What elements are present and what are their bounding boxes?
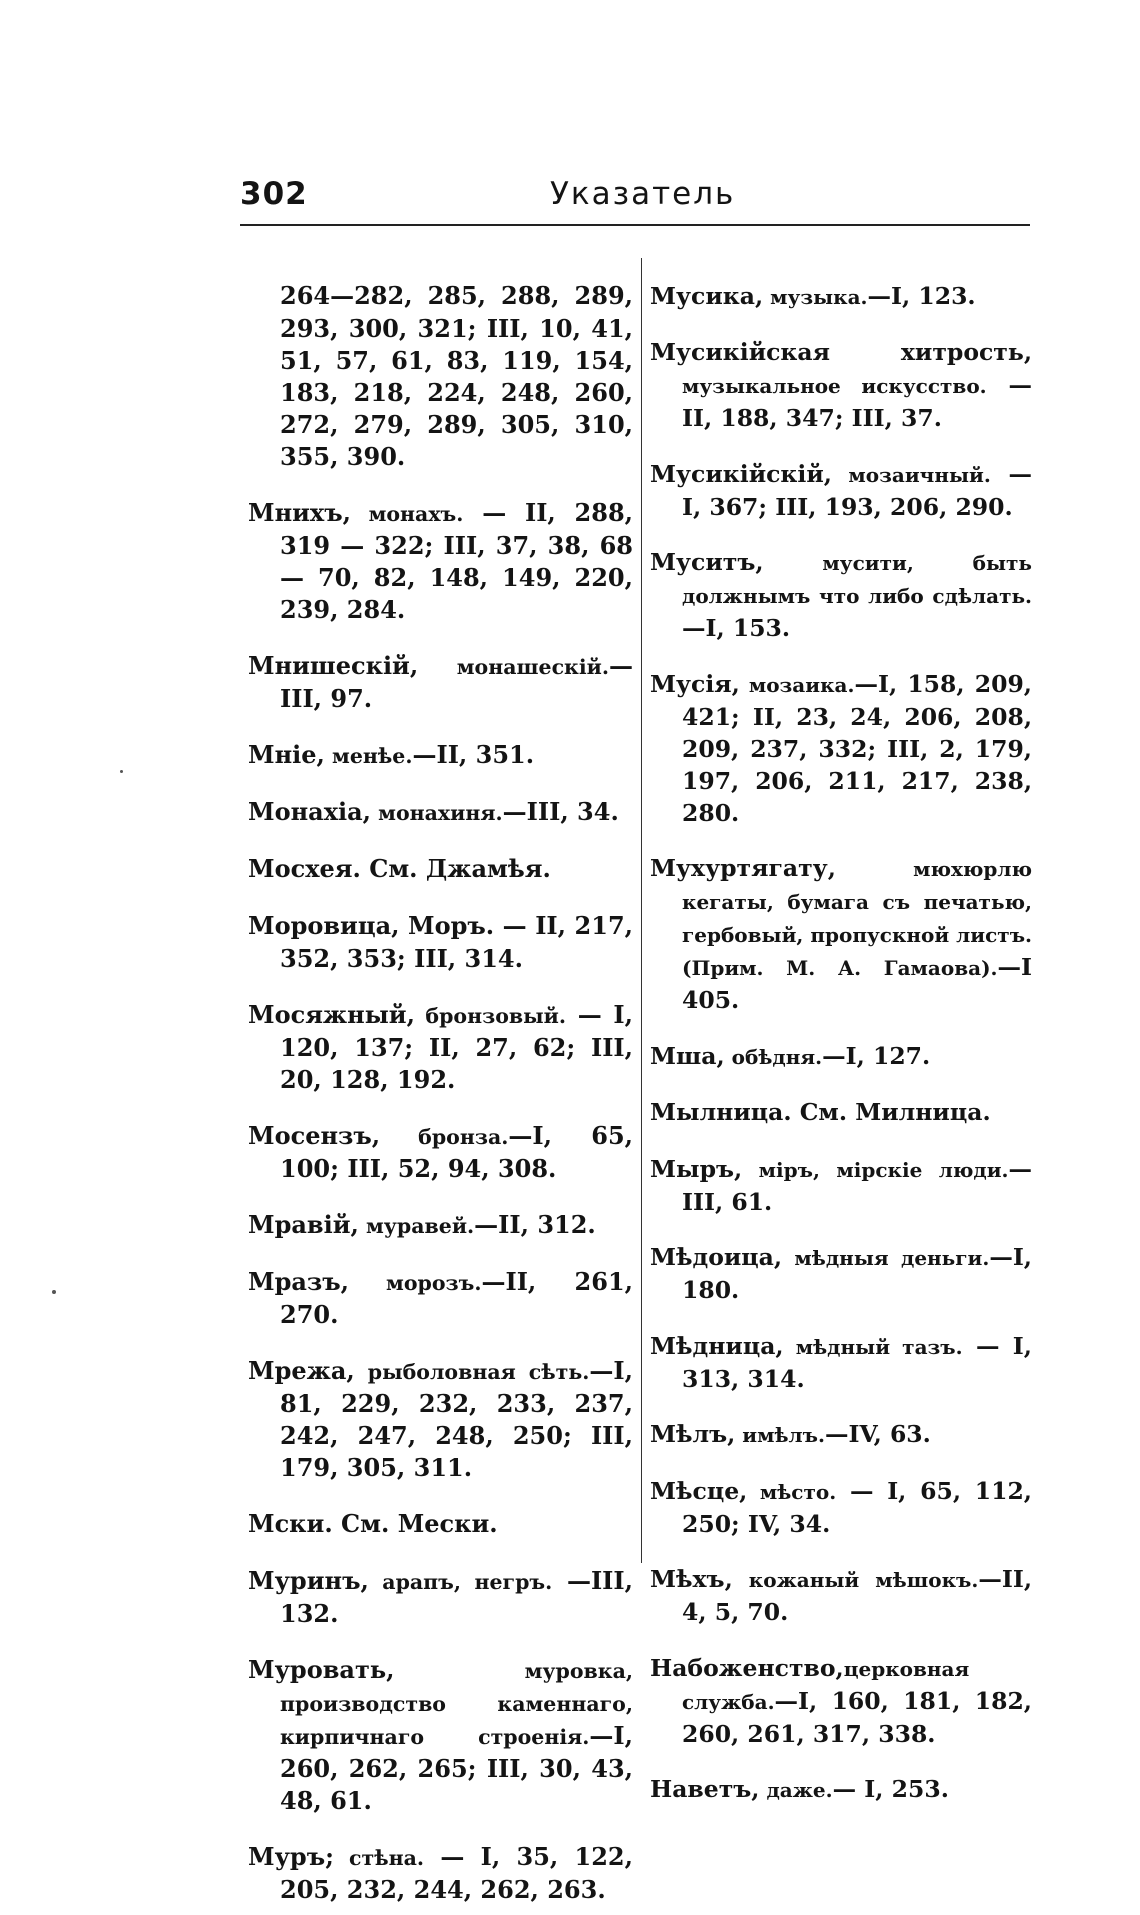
entry-references: —I, 123. [867,281,976,310]
entry-definition: бронзовый. [414,1004,567,1028]
entry-definition: мюхюрлю кегаты, бумага съ печатью, гербовый, пропускной листъ. (Прим. М. А. Гамаова). [682,857,1032,980]
entry-term: Моровица, [248,911,400,940]
entry-references: —III, 132. [280,1566,633,1628]
column-divider [641,258,642,1563]
entry-definition: рыболовная сѣть. [354,1360,590,1384]
entry-definition: кожаный мѣшокъ. [732,1568,979,1592]
index-entry [248,1266,633,1331]
index-entry [650,668,1032,829]
index-entry [248,739,633,772]
entry-references: —I, 81, 229, 232, 233, 237, 242, 247, 248, 250; III, 179, 305, 311. [280,1356,633,1482]
entry-definition: бронза. [380,1125,509,1149]
entry-references: — I, 313, 314. [682,1331,1032,1393]
entry-references: —I, 180. [682,1243,1032,1304]
entry-references: — I, 253. [832,1775,949,1803]
entry-references: 264—282, 285, 288, 289, 293, 300, 321; III, 10, 41, 51, 57, 61, 83, 119, 154, 183, 218, 224, 248, 260, 272, 279, 289, 305, 310, 355, 390. [280,281,633,471]
entry-term: Мѣхъ, [650,1565,733,1593]
entry-definition: муровка, производство каменнаго, кирпичнаго строенія. [280,1659,633,1749]
entry-term: Мразъ, [248,1267,349,1296]
index-entry [248,853,633,886]
entry-term: Мосхея. [248,854,361,883]
entry-references: См. Джамѣя. [360,854,551,883]
entry-definition: церковная служба. [682,1656,970,1714]
entry-term: Мылница. [650,1098,792,1126]
index-entry [650,1241,1032,1306]
entry-definition: мѣдный тазъ. [783,1334,963,1359]
entry-term: Мосяжный, [248,1000,415,1029]
entry-references: — I, 65, 112, 250; IV, 34. [682,1476,1032,1538]
entry-references: —IV, 63. [824,1420,931,1448]
index-entry [650,1563,1032,1628]
entry-definition: арапъ, негръ. [368,1570,553,1594]
entry-references: —I, 65, 100; III, 52, 94, 308. [280,1121,633,1183]
index-entry [650,1096,1032,1129]
entry-definition: обѣдня. [724,1044,823,1069]
index-entry [248,1654,633,1817]
page-header [240,176,1030,224]
entry-definition: монашескій. [418,655,609,679]
entry-term: Набоженство, [650,1653,844,1682]
entry-term: Мѣдница, [650,1331,784,1360]
index-entry [248,1508,633,1541]
entry-references: —II, 351. [412,740,535,769]
entry-term: Муринъ, [248,1566,369,1595]
entry-references: См. Милница. [791,1098,991,1126]
index-entry [248,1120,633,1185]
index-entry [248,1209,633,1242]
entry-references: —I 405. [682,953,1032,1014]
entry-definition: музыкальное искусство. [682,374,987,398]
entry-references: —III, 34. [502,797,619,826]
entry-definition: муравей. [358,1214,475,1238]
index-entry [248,497,633,626]
entry-definition: монахиня. [371,801,503,825]
entry-references: — III, 61. [682,1154,1032,1216]
entry-references: Моръ. — II, 217, 352, 353; III, 314. [280,911,633,973]
entry-references: — I, 35, 122, 205, 232, 244, 262, 263. [280,1842,633,1904]
entry-term: Мша, [650,1041,725,1070]
print-speck [52,1290,56,1294]
index-entry [650,336,1032,434]
entry-references: —III, 97. [280,651,633,713]
left-column [248,256,633,1915]
entry-references: —II, 312. [474,1210,596,1239]
entry-term: Мусія, [650,669,740,698]
index-entry [248,650,633,715]
entry-term: Мрежа, [248,1356,355,1385]
index-entry [650,1330,1032,1395]
entry-definition: мозаичный. [831,462,991,487]
entry-definition: стѣна. [333,1846,425,1870]
entry-definition: морозъ. [348,1271,482,1295]
entry-definition: мозаика. [739,672,855,697]
entry-definition: мусити, быть должнымъ что либо сдѣлать. [682,551,1032,608]
entry-term: Мѣлъ, [650,1420,736,1448]
index-entry [650,1475,1032,1540]
entry-definition: монахъ. [351,502,464,526]
entry-references: См. Мески. [332,1509,498,1538]
header-rule [240,224,1030,226]
entry-references: — II, 288, 319 — 322; III, 37, 38, 68 — 70, 82, 148, 149, 220, 239, 284. [280,498,633,624]
entry-term: Мусика, [650,281,764,310]
entry-term: Муръ; [248,1842,334,1871]
entry-references: —I, 158, 209, 421; II, 23, 24, 206, 208, 209, 237, 332; III, 2, 179, 197, 206, 211, 217, 238, 280. [682,669,1032,827]
entry-term: Мусикійскій, [650,459,832,488]
entry-references: —I, 153. [682,614,791,642]
entry-definition: музыка. [763,284,868,309]
entry-term: Мнишескій, [248,651,419,680]
entry-term: Муситъ, [650,548,764,576]
index-entry [248,910,633,975]
index-entry [650,280,1032,313]
page-title: Указатель [550,176,736,212]
page-number: 302 [240,176,308,212]
entry-term: Мніе, [248,740,325,769]
index-entry [248,999,633,1096]
index-entry [248,1841,633,1906]
entry-term: Мравій, [248,1210,359,1239]
entry-term: Мѣдоица, [650,1243,783,1271]
entry-references: — I, 120, 137; II, 27, 62; III, 20, 128, 192. [280,1000,634,1094]
entry-definition: даже. [759,1778,833,1802]
entry-term: Мосензъ, [248,1121,381,1150]
entry-term: Монахіа, [248,797,372,826]
index-entry [650,458,1032,523]
entry-definition: мѣсто. [747,1479,837,1504]
index-entry [248,280,633,473]
entry-references: — II, 188, 347; III, 37. [682,371,1032,432]
index-entry [650,852,1032,1016]
index-entry [650,546,1032,644]
index-entry [650,1652,1032,1750]
index-entry [650,1418,1032,1451]
index-entry [248,1355,633,1484]
print-speck [120,770,123,773]
entry-references: —II, 4, 5, 70. [682,1565,1032,1626]
entry-definition: мѣдныя деньги. [782,1246,990,1270]
entry-term: Мыръ, [650,1154,743,1183]
index-entry [650,1040,1032,1073]
entry-references: —I, 160, 181, 182, 260, 261, 317, 338. [682,1686,1032,1748]
entry-term: Наветъ, [650,1775,760,1803]
right-column [650,256,1032,1815]
entry-definition: имѣлъ. [735,1423,825,1447]
entry-term: Мусикійская хитрость, [650,338,1032,366]
index-entry [248,1565,633,1630]
entry-references: — I, 367; III, 193, 206, 290. [682,459,1032,521]
index-entry [248,796,633,829]
entry-term: Мѣсце, [650,1476,748,1505]
entry-term: Муровать, [248,1655,395,1684]
entry-definition: міръ, мірскіе люди. [742,1157,1009,1182]
entry-term: Мухуртягату, [650,854,836,882]
entry-definition: менѣе. [324,744,413,768]
entry-term: Мски. [248,1509,333,1538]
entry-references: —II, 261, 270. [280,1267,633,1329]
entry-term: Мнихъ, [248,498,352,527]
entry-references: —I, 260, 262, 265; III, 30, 43, 48, 61. [280,1721,633,1815]
entry-references: —I, 127. [822,1041,931,1070]
index-entry [650,1773,1032,1806]
index-entry [650,1153,1032,1218]
